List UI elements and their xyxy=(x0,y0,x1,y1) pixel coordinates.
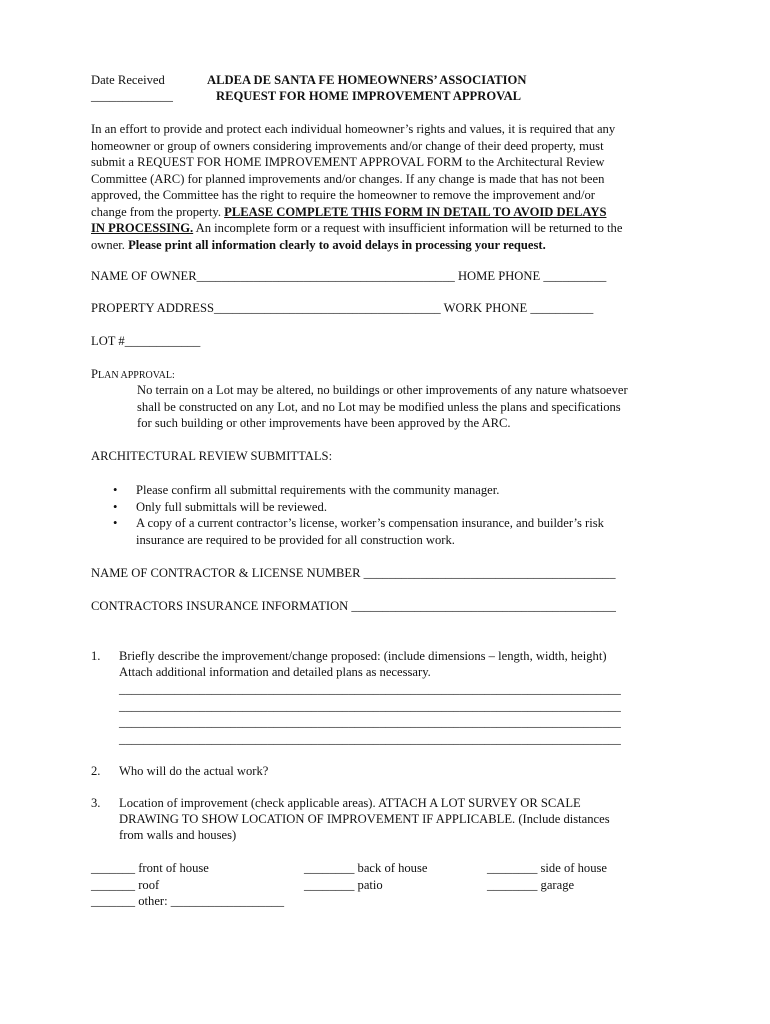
owner-name-field[interactable]: NAME OF OWNER_________________________________________ HOME PHONE __________ xyxy=(91,269,607,283)
question-3-text: Location of improvement (check applicable areas). ATTACH A LOT SURVEY OR SCALE xyxy=(119,796,581,810)
bullet-icon: • xyxy=(113,499,118,514)
question-3-text: from walls and houses) xyxy=(119,828,237,842)
intro-line: approved, the Committee has the right to require the homeowner to remove the improvement and/or xyxy=(91,188,595,202)
location-other-field[interactable]: _______ other: __________________ xyxy=(91,894,285,908)
intro-text: owner. xyxy=(91,237,129,252)
intro-line: homeowner or group of owners considering improvements and/or change of their deed property, must xyxy=(91,138,604,153)
intro-line: In an effort to provide and protect each individual homeowner’s rights and values, it is required that any xyxy=(91,122,616,136)
submittals-heading: ARCHITECTURAL REVIEW SUBMITTALS: xyxy=(91,449,333,463)
intro-text: An incomplete form or a request with insufficient information will be returned to the xyxy=(193,221,623,235)
location-back-field[interactable]: ________ back of house xyxy=(304,861,428,875)
property-address-field[interactable]: PROPERTY ADDRESS____________________________________ WORK PHONE __________ xyxy=(91,301,594,315)
intro-paragraph xyxy=(91,121,691,253)
question-1-text: Briefly describe the improvement/change proposed: (include dimensions – length, width, height) xyxy=(119,649,607,663)
date-received-label: Date Received xyxy=(91,73,165,87)
question-2-number: 2. xyxy=(91,764,101,778)
plan-approval-text xyxy=(137,382,628,432)
intro-line xyxy=(91,237,691,254)
plan-approval-line: shall be constructed on any Lot, and no Lot may be modified unless the plans and specifications xyxy=(137,399,621,414)
question-1-text: Attach additional information and detailed plans as necessary. xyxy=(119,665,431,679)
question-1-number: 1. xyxy=(91,649,101,663)
plan-approval-line: No terrain on a Lot may be altered, no buildings or other improvements of any nature whatsoever xyxy=(137,383,628,397)
plan-approval-line: for such building or other improvements have been approved by the ARC. xyxy=(137,416,511,430)
plan-approval-heading-initial: P xyxy=(91,367,99,381)
question-1-answer-line[interactable]: _________________________________________________________________________________ xyxy=(119,732,621,746)
intro-emphasis: Please print all information clearly to avoid delays in processing your request. xyxy=(128,237,546,252)
location-garage-field[interactable]: ________ garage xyxy=(487,878,575,892)
location-front-field[interactable]: _______ front of house xyxy=(91,861,209,875)
form-title: REQUEST FOR HOME IMPROVEMENT APPROVAL xyxy=(216,89,522,103)
association-title: ALDEA DE SANTA FE HOMEOWNERS’ ASSOCIATION xyxy=(207,73,527,87)
intro-line: Committee (ARC) for planned improvements and/or changes. If any change is made that has not been xyxy=(91,171,605,186)
bullet-icon: • xyxy=(113,483,118,497)
question-2-text: Who will do the actual work? xyxy=(119,764,269,778)
submittals-list xyxy=(113,482,604,548)
list-item-text: Only full submittals will be reviewed. xyxy=(136,499,327,514)
intro-emphasis: IN PROCESSING. xyxy=(91,221,194,235)
list-item-continuation xyxy=(113,532,604,549)
intro-line xyxy=(91,220,691,237)
contractor-insurance-field[interactable]: CONTRACTORS INSURANCE INFORMATION __________________________________________ xyxy=(91,599,616,613)
question-3-number: 3. xyxy=(91,796,101,810)
intro-line: submit a REQUEST FOR HOME IMPROVEMENT APPROVAL FORM to the Architectural Review xyxy=(91,155,605,169)
question-3-text: DRAWING TO SHOW LOCATION OF IMPROVEMENT IF APPLICABLE. (Include distances xyxy=(119,812,610,826)
location-side-field[interactable]: ________ side of house xyxy=(487,861,607,875)
question-1-answer-line[interactable]: _________________________________________________________________________________ xyxy=(119,715,621,729)
lot-field[interactable]: LOT #____________ xyxy=(91,334,201,348)
bullet-icon: • xyxy=(113,516,118,530)
location-patio-field[interactable]: ________ patio xyxy=(304,878,383,892)
plan-approval-heading-rest: LAN APPROVAL: xyxy=(98,370,175,381)
list-item xyxy=(113,499,604,516)
list-item-text: Please confirm all submittal requirements with the community manager. xyxy=(136,483,500,497)
list-item xyxy=(113,515,604,532)
intro-line xyxy=(91,204,691,221)
date-received-field[interactable]: _____________ xyxy=(91,89,173,103)
question-1-answer-line[interactable]: _________________________________________________________________________________ xyxy=(119,682,621,696)
list-item-text: insurance are required to be provided for all construction work. xyxy=(136,532,455,547)
intro-text: change from the property. xyxy=(91,204,225,219)
list-item xyxy=(113,482,604,499)
location-roof-field[interactable]: _______ roof xyxy=(91,878,160,892)
question-1-answer-line[interactable]: _________________________________________________________________________________ xyxy=(119,699,621,713)
contractor-license-field[interactable]: NAME OF CONTRACTOR & LICENSE NUMBER ________________________________________ xyxy=(91,566,616,580)
list-item-text: A copy of a current contractor’s license, worker’s compensation insurance, and builder’s risk xyxy=(136,516,604,530)
intro-emphasis: PLEASE COMPLETE THIS FORM IN DETAIL TO AVOID DELAYS xyxy=(224,204,607,219)
